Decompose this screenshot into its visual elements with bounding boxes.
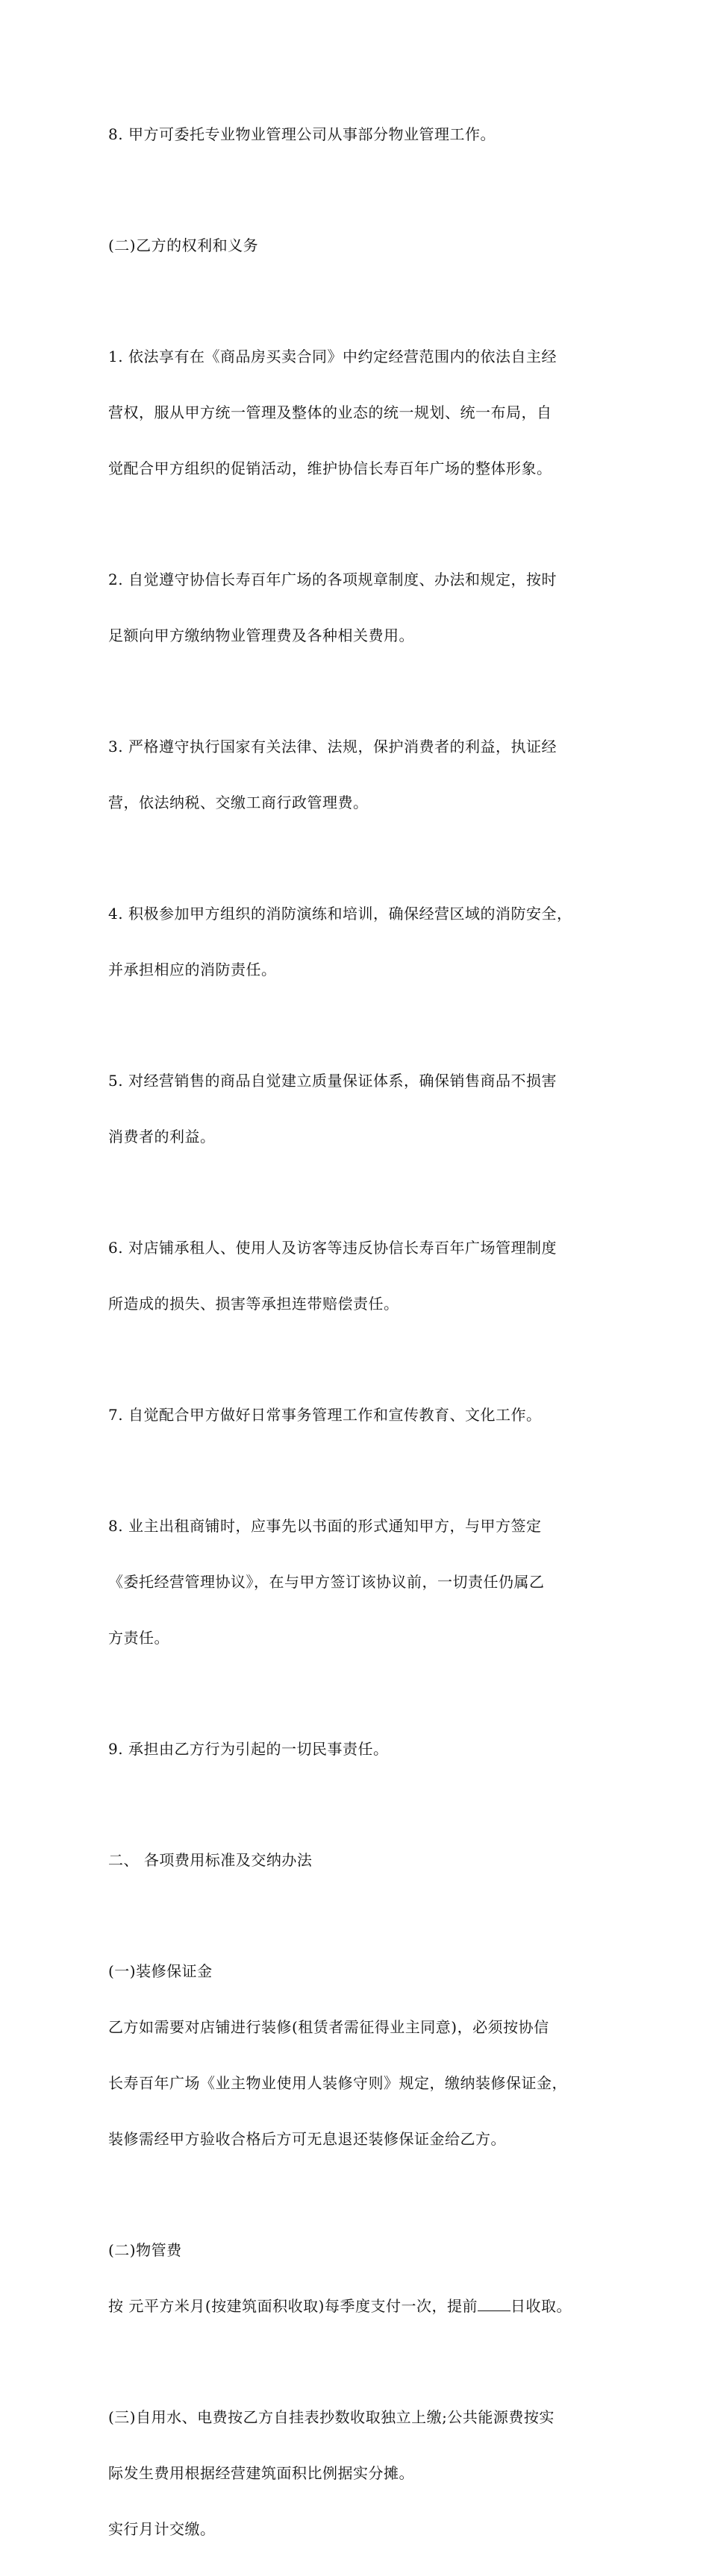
text-line: 二、 各项费用标准及交纳办法 <box>108 1851 313 1869</box>
text-line: 营，依法纳税、交缴工商行政管理费。 <box>108 794 369 811</box>
text-line: 消费者的利益。 <box>108 1128 216 1146</box>
fee-line <box>108 2297 616 2316</box>
paragraph-b5 <box>108 1034 616 1184</box>
text-line: 觉配合甲方组织的促销活动，维护协信长寿百年广场的整体形象。 <box>108 459 552 477</box>
text-line: 并承担相应的消防责任。 <box>108 961 277 978</box>
paragraph-b7 <box>108 1369 616 1462</box>
text-line: 5. 对经营销售的商品自觉建立质量保证体系，确保销售商品不损害 <box>108 1072 557 1090</box>
section-heading-party-b-rights <box>108 199 616 292</box>
paragraph-a8 <box>108 88 616 181</box>
text-line: 8. 业主出租商铺时，应事先以书面的形式通知甲方，与甲方签定 <box>108 1517 542 1535</box>
text-line: 所造成的损失、损害等承担连带赔偿责任。 <box>108 1295 399 1313</box>
text-line: 4. 积极参加甲方组织的消防演练和培训，确保经营区域的消防安全， <box>108 905 572 923</box>
text-line: 《委托经营管理协议》，在与甲方签订该协议前，一切责任仍属乙 <box>108 1573 545 1591</box>
document-page <box>108 88 616 2576</box>
text-line: (三)自用水、电费按乙方自挂表抄数收取独立上缴;公共能源费按实 <box>108 2408 555 2426</box>
text-line: (一)装修保证金 <box>108 1962 213 1980</box>
text-line: 装修需经甲方验收合格后方可无息退还装修保证金给乙方。 <box>108 2130 506 2148</box>
paragraph-b1 <box>108 310 616 515</box>
paragraph-b6 <box>108 1201 616 1351</box>
text-line: 7. 自觉配合甲方做好日常事务管理工作和宣传教育、文化工作。 <box>108 1406 542 1424</box>
text-line: 足额向甲方缴纳物业管理费及各种相关费用。 <box>108 626 414 644</box>
text-line: 长寿百年广场《业主物业使用人装修守则》规定，缴纳装修保证金， <box>108 2074 567 2092</box>
text-line: (二)物管费 <box>108 2241 182 2259</box>
paragraph-management-fee <box>108 2204 616 2353</box>
text-line: 6. 对店铺承租人、使用人及访客等违反协信长寿百年广场管理制度 <box>108 1239 557 1257</box>
text-line: 8. 甲方可委托专业物业管理公司从事部分物业管理工作。 <box>108 125 496 143</box>
fee-line-before: 按 元平方米月(按建筑面积收取)每季度支付一次，提前 <box>108 2297 478 2315</box>
paragraph-utilities <box>108 2371 616 2576</box>
text-line: 方责任。 <box>108 1629 169 1647</box>
text-line: 乙方如需要对店铺进行装修(租赁者需征得业主同意)，必须按协信 <box>108 2018 549 2036</box>
text-line: 际发生费用根据经营建筑面积比例据实分摊。 <box>108 2464 414 2482</box>
text-line: 实行月计交缴。 <box>108 2520 216 2538</box>
paragraph-renovation-deposit <box>108 1925 616 2186</box>
text-line: 1. 依法享有在《商品房买卖合同》中约定经营范围内的依法自主经 <box>108 348 557 365</box>
text-line: 3. 严格遵守执行国家有关法律、法规，保护消费者的利益，执证经 <box>108 738 557 755</box>
text-line: 营权，服从甲方统一管理及整体的业态的统一规划、统一布局，自 <box>108 403 552 421</box>
paragraph-b9 <box>108 1703 616 1796</box>
paragraph-b2 <box>108 533 616 682</box>
paragraph-b4 <box>108 867 616 1017</box>
paragraph-b8 <box>108 1480 616 1685</box>
days-blank <box>478 2297 510 2311</box>
fee-line-after: 日收取。 <box>510 2297 572 2315</box>
text-line: 2. 自觉遵守协信长寿百年广场的各项规章制度、办法和规定，按时 <box>108 571 557 588</box>
text-line: (二)乙方的权利和义务 <box>108 236 259 254</box>
section-heading-fees <box>108 1814 616 1907</box>
paragraph-b3 <box>108 700 616 849</box>
text-line: 9. 承担由乙方行为引起的一切民事责任。 <box>108 1740 389 1758</box>
